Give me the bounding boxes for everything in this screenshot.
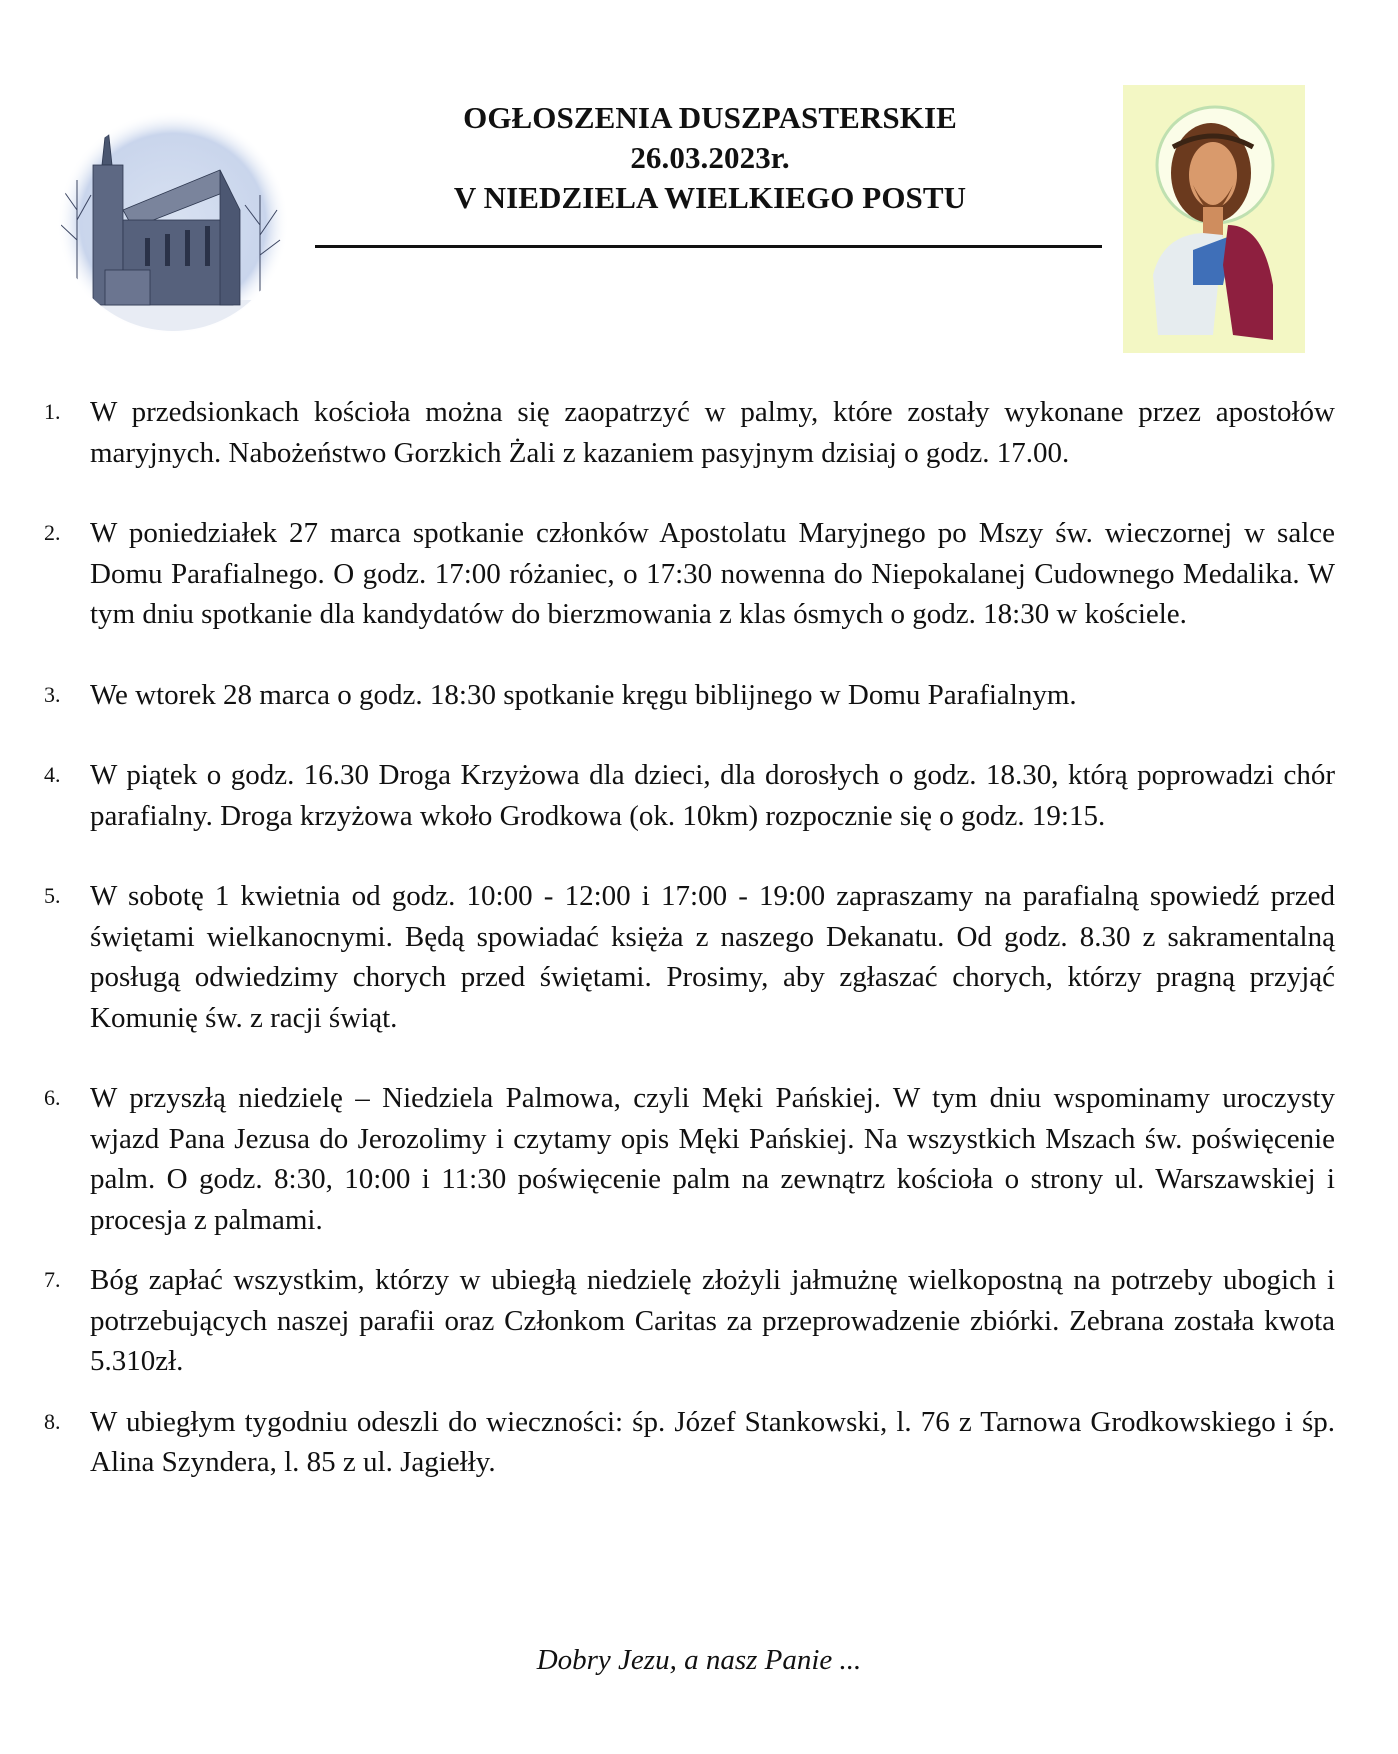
item-text: W przyszłą niedzielę – Niedziela Palmowa, czyli Męki Pańskiej. W tym dniu wspominamy uroczysty wjazd Pana Jezusa do Jerozolimy i czytamy opis Męki Pańskiej. Na wszystkich Mszach św. poświęcenie palm. O godz. 8:30, 10:00 i 11:30 poświęcenie palm na zewnątrz kościoła o strony ul. Warszawskiej i procesja z palmami. bbox=[90, 1082, 1335, 1236]
item-number: 3. bbox=[44, 681, 61, 707]
item-number: 2. bbox=[44, 520, 61, 545]
item-number: 4. bbox=[44, 762, 61, 787]
jesus-image bbox=[1123, 85, 1305, 353]
announcement-item bbox=[0, 513, 1398, 635]
item-text: We wtorek 28 marca o godz. 18:30 spotkanie kręgu biblijnego w Domu Parafialnym. bbox=[90, 678, 1077, 711]
item-text: W piątek o godz. 16.30 Droga Krzyżowa dla dzieci, dla dorosłych o godz. 18.30, którą poprowadzi chór parafialny. Droga krzyżowa wkoło Grodkowa (ok. 10km) rozpocznie się o godz. 19:15. bbox=[90, 759, 1335, 832]
item-number: 8. bbox=[44, 1408, 61, 1434]
subtitle: V NIEDZIELA WIELKIEGO POSTU bbox=[453, 180, 967, 215]
item-number: 7. bbox=[44, 1267, 61, 1292]
church-drawing bbox=[55, 110, 291, 336]
item-text: W ubiegłym tygodniu odeszli do wieczności: śp. Józef Stankowski, l. 76 z Tarnowa Grodkowskiego i śp. Alina Szyndera, l. 85 z ul. Jagiełły. bbox=[90, 1405, 1335, 1478]
announcement-item bbox=[0, 1402, 1398, 1483]
item-text: W sobotę 1 kwietnia od godz. 10:00 - 12:00 i 17:00 - 19:00 zapraszamy na parafialną spowiedź przed świętami wielkanocnymi. Będą spowiadać księża z naszego Dekanatu. Od godz. 8.30 z sakramentalną posługą odwiedzimy chorych przed świętami. Prosimy, aby zgłaszać chorych, którzy pragną przyjąć Komunię św. z racji świąt. bbox=[90, 880, 1335, 1034]
item-text: Bóg zapłać wszystkim, którzy w ubiegłą niedzielę złożyli jałmużnę wielkopostną na potrzeby ubogich i potrzebujących naszej parafii oraz Członkom Caritas za przeprowadzenie zbiórki. Zebrana została kwota 5.310zł. bbox=[90, 1264, 1335, 1377]
jesus-painting bbox=[1123, 85, 1305, 353]
item-number: 5. bbox=[44, 883, 61, 908]
announcement-item bbox=[0, 1260, 1398, 1382]
announcement-item bbox=[0, 876, 1398, 1038]
announcement-item bbox=[0, 1078, 1398, 1240]
announcement-item bbox=[0, 755, 1398, 836]
title: OGŁOSZENIA DUSZPASTERSKIE bbox=[463, 100, 957, 135]
announcement-list bbox=[0, 392, 1398, 1483]
item-number: 1. bbox=[44, 399, 61, 424]
item-number: 6. bbox=[44, 1085, 61, 1110]
announcement-item bbox=[0, 392, 1398, 473]
closing-prayer: Dobry Jezu, a nasz Panie ... bbox=[536, 1644, 862, 1676]
announcement-item bbox=[0, 675, 1398, 716]
item-text: W poniedziałek 27 marca spotkanie członków Apostolatu Maryjnego po Mszy św. wieczornej w salce Domu Parafialnego. O godz. 17:00 różaniec, o 17:30 nowenna do Niepokalanej Cudownego Medalika. W tym dniu spotkanie dla kandydatów do bierzmowania z klas ósmych o godz. 18:30 w kościele. bbox=[90, 517, 1335, 630]
church-image bbox=[55, 110, 291, 336]
date: 26.03.2023r. bbox=[630, 140, 790, 175]
item-text: W przedsionkach kościoła można się zaopatrzyć w palmy, które zostały wykonane przez apostołów maryjnych. Nabożeństwo Gorzkich Żali z kazaniem pasyjnym dzisiaj o godz. 17.00. bbox=[90, 396, 1335, 469]
header-divider bbox=[315, 245, 1102, 248]
header bbox=[300, 98, 1120, 218]
